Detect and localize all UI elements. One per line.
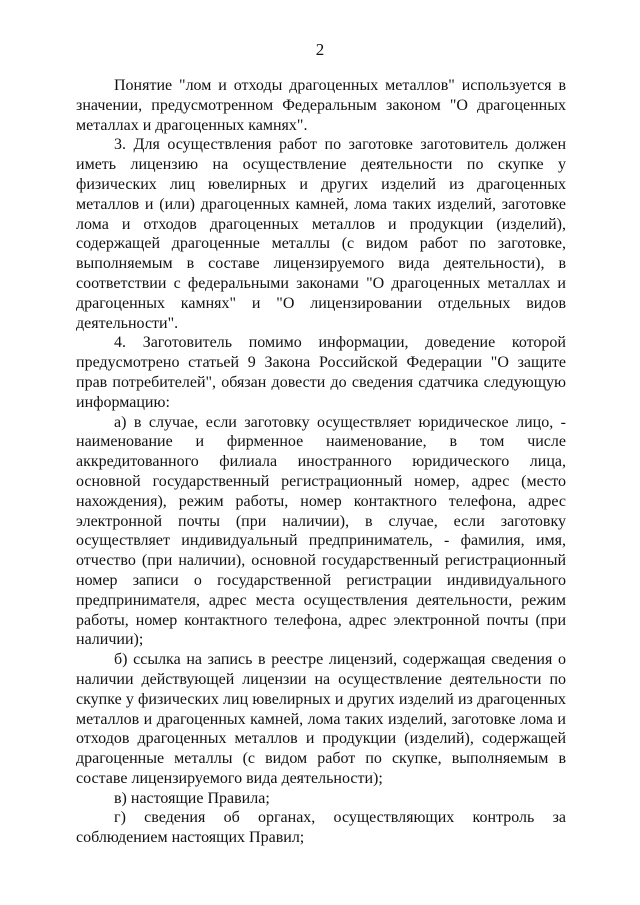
paragraph-definition: Понятие "лом и отходы драгоценных металлов" используется в значении, предусмотренном Федеральным законом "О драгоценных металлах и драгоценных камнях". — [76, 77, 566, 134]
paragraph-4g: г) сведения об органах, осуществляющих контроль за соблюдением настоящих Правил; — [76, 809, 566, 847]
paragraph-4v: в) настоящие Правила; — [114, 789, 270, 807]
paragraph-3-license: 3. Для осуществления работ по заготовке заготовитель должен иметь лицензию на осуществление деятельности по скупке у физических лиц ювелирных и других изделий из драгоценных металлов и (или) драгоценных камней, лома таких изделий, заготовке лома и отходов драгоценных металлов и продукции (изделий), содержащей драгоценные металлы (с видом работ по заготовке, выполняемым в составе лицензируемого вида деятельности), в соответствии с федеральными законами "О драгоценных металлах и драгоценных камнях" и "О лицензировании отдельных видов деятельности". — [76, 136, 566, 332]
document-body — [76, 76, 566, 848]
page-number: 2 — [315, 40, 325, 59]
paragraph-4-information: 4. Заготовитель помимо информации, доведение которой предусмотрено статьей 9 Закона Российской Федерации "О защите прав потребителей", обязан довести до сведения сдатчика следующую информацию: — [76, 334, 566, 411]
paragraph-4b: б) ссылка на запись в реестре лицензий, содержащая сведения о наличии действующей лицензии на осуществление деятельности по скупке у физических лиц ювелирных и других изделий из драгоценных металлов и драгоценных камней, лома таких изделий, заготовке лома и отходов драгоценных металлов и продукции (изделий), содержащей драгоценные металлы (с видом работ по скупке, выполняемым в составе лицензируемого вида деятельности); — [76, 651, 566, 787]
paragraph-4a: а) в случае, если заготовку осуществляет юридическое лицо, - наименование и фирменное наименование, в том числе аккредитованного филиала иностранного юридического лица, основной государственный регистрационный номер, адрес (место нахождения), режим работы, номер контактного телефона, адрес электронной почты (при наличии), в случае, если заготовку осуществляет индивидуальный предприниматель, - фамилия, имя, отчество (при наличии), основной государственный регистрационный номер записи о государственной регистрации индивидуального предпринимателя, адрес места осуществления деятельности, режим работы, номер контактного телефона, адрес электронной почты (при наличии); — [76, 413, 566, 649]
